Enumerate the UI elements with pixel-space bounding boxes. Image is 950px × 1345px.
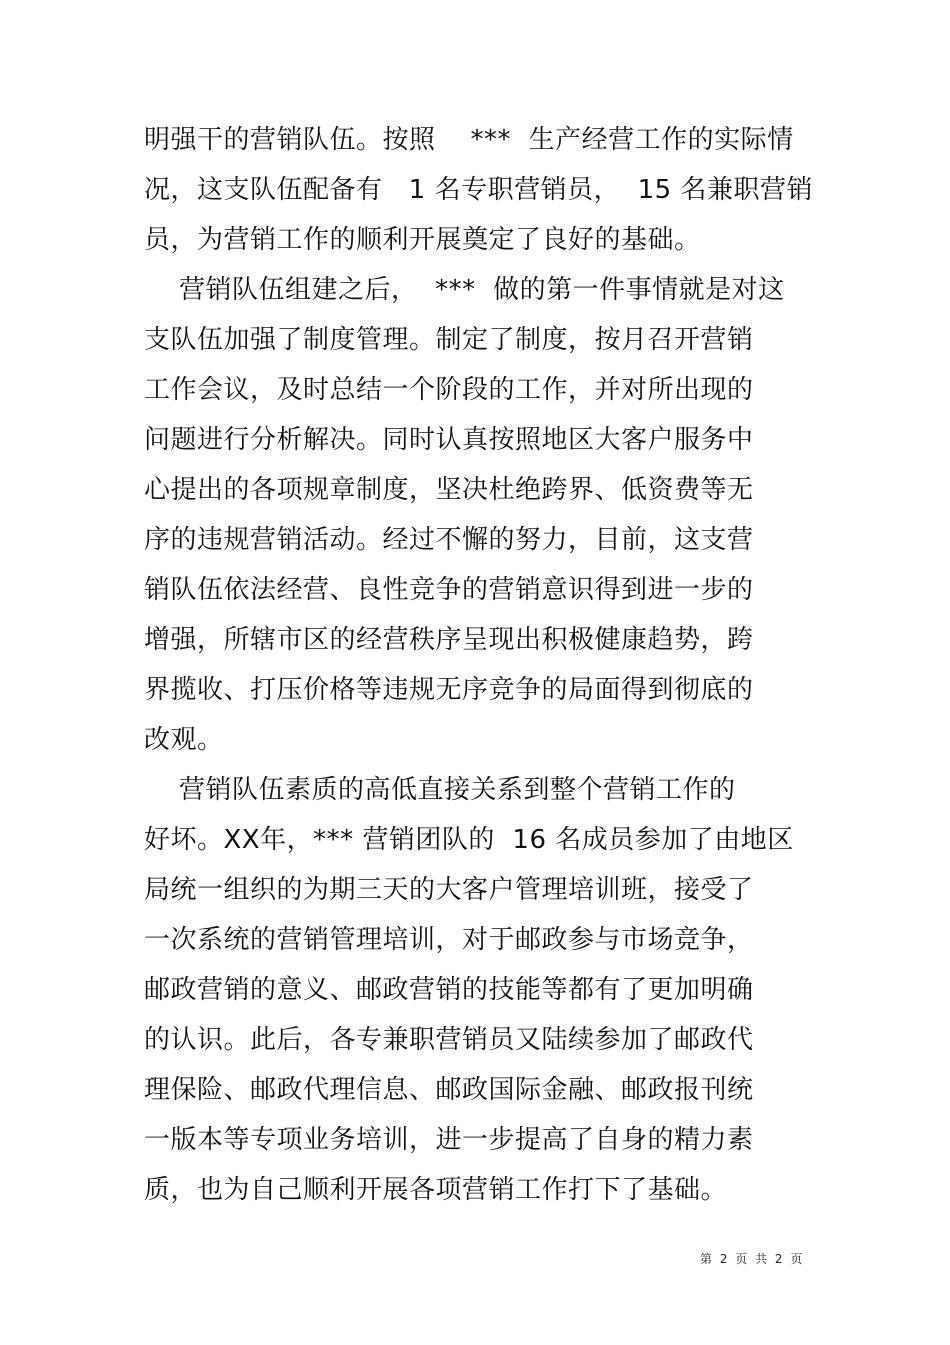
text-line: 工作会议，及时总结一个阶段的工作，并对所出现的 [144,375,754,405]
text-line: 销队伍依法经营、良性竞争的营销意识得到进一步的 [144,575,754,605]
text-line: 问题进行分析解决。同时认真按照地区大客户服务中 [144,425,754,455]
text-line: 好坏。XX年，*** 营销团队的 16 名成员参加了由地区 [144,825,794,855]
text-line: 理保险、邮政代理信息、邮政国际金融、邮政报刊统 [144,1075,754,1105]
text-line: 邮政营销的意义、邮政营销的技能等都有了更加明确 [144,975,754,1005]
text-line: 员，为营销工作的顺利开展奠定了良好的基础。 [144,225,701,255]
text-line: 营销队伍素质的高低直接关系到整个营销工作的 [144,775,736,805]
text-line: 改观。 [144,725,224,755]
text-line: 一次系统的营销管理培训，对于邮政参与市场竞争， [144,925,754,955]
text-line: 况，这支队伍配备有 1 名专职营销员， 15 名兼职营销 [144,175,813,205]
text-line: 序的违规营销活动。经过不懈的努力，目前，这支营 [144,525,754,555]
page-number-footer: 第 2 页 共 2 页 [700,1252,805,1266]
text-line: 的认识。此后，各专兼职营销员又陆续参加了邮政代 [144,1025,754,1055]
text-line: 界揽收、打压价格等违规无序竞争的局面得到彻底的 [144,675,754,705]
text-line: 局统一组织的为期三天的大客户管理培训班，接受了 [144,875,754,905]
text-line: 心提出的各项规章制度，坚决杜绝跨界、低资费等无 [144,475,754,505]
text-line: 明强干的营销队伍。按照 *** 生产经营工作的实际情 [144,125,794,155]
text-line: 增强，所辖市区的经营秩序呈现出积极健康趋势，跨 [144,625,754,655]
text-line: 质，也为自己顺利开展各项营销工作打下了基础。 [144,1175,728,1205]
text-line: 支队伍加强了制度管理。制定了制度，按月召开营销 [144,325,754,355]
text-line: 营销队伍组建之后， *** 做的第一件事情就是对这 [144,275,785,305]
text-line: 一版本等专项业务培训，进一步提高了自身的精力素 [144,1125,754,1155]
